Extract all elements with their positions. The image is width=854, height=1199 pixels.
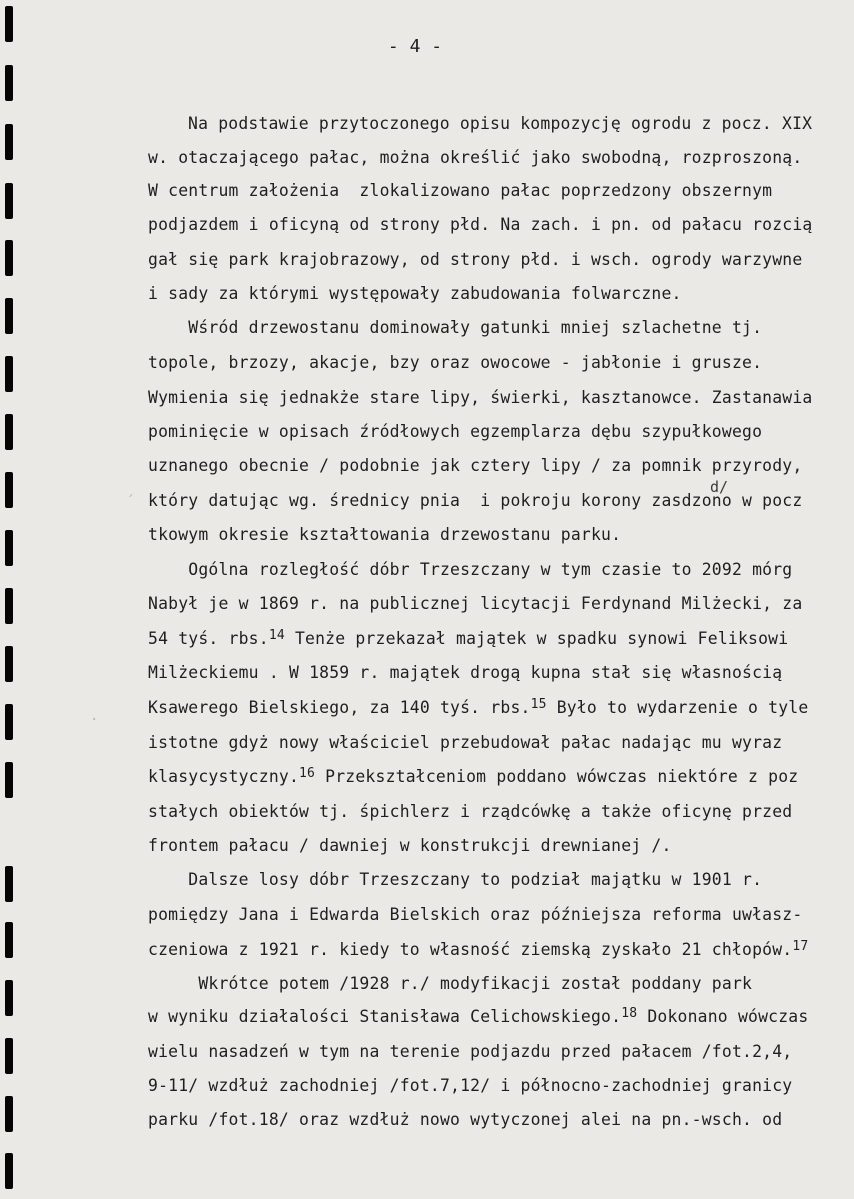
punch-hole [5, 866, 13, 902]
text-segment: klasycystyczny. [148, 767, 300, 786]
text-line: pominięcie w opisach źródłowych egzemplarza dębu szypułkowego [148, 422, 763, 441]
punch-hole [5, 704, 13, 740]
punch-hole [5, 65, 13, 101]
text-line: W centrum założenia zlokalizowano pałac poprzedzony obszernym [148, 181, 773, 200]
pencil-mark: · [90, 712, 99, 728]
binding-holes [0, 0, 28, 1199]
text-line: istotne gdyż nowy właściciel przebudował pałac nadając mu wyraz [148, 733, 783, 752]
text-segment: 54 tyś. rbs. [148, 629, 269, 648]
punch-hole [5, 762, 13, 798]
text-line: 9-11/ wzdłuż zachodniej /fot.7,12/ i północno-zachodniej granicy [148, 1076, 793, 1095]
punch-hole [5, 6, 13, 42]
text-line [148, 767, 798, 789]
punch-hole [5, 646, 13, 682]
punch-hole [5, 1153, 13, 1189]
text-line: Milżeckiemu . W 1859 r. majątek drogą kupna stał się własnością [148, 663, 783, 682]
text-line: gał się park krajobrazowy, od strony płd. i wsch. ogrody warzywne [148, 250, 803, 269]
punch-hole [5, 414, 13, 450]
text-segment: Tenże przekazał majątek w spadku synowi Feliksowi [284, 629, 789, 648]
text-line: Ogólna rozległość dóbr Trzeszczany w tym czasie to 2092 mórg [148, 560, 793, 579]
punch-hole [5, 1096, 13, 1132]
text-line: w. otaczającego pałac, można określić jako swobodną, rozproszoną. [148, 148, 803, 167]
text-segment: Ksawerego Bielskiego, za 140 tyś. rbs. [148, 698, 531, 717]
text-line: i sady za którymi występowały zabudowania folwarczne. [148, 284, 682, 303]
text-line: tkowym okresie kształtowania drzewostanu parku. [148, 525, 622, 544]
punch-hole [5, 530, 13, 566]
punch-hole [5, 124, 13, 160]
punch-hole [5, 298, 13, 334]
punch-hole [5, 588, 13, 624]
text-line: parku /fot.18/ oraz wzdłuż nowo wytyczonej alei na pn.-wsch. od [148, 1110, 783, 1129]
footnote-ref: 18 [621, 1006, 638, 1021]
text-line: podjazdem i oficyną od strony płd. Na zach. i pn. od pałacu rozcią [148, 215, 813, 234]
handwritten-correction: d/ [710, 478, 729, 496]
punch-hole [5, 980, 13, 1016]
footnote-ref: 17 [792, 939, 809, 954]
text-line: uznanego obecnie / podobnie jak cztery lipy / za pomnik przyrody, [148, 456, 803, 475]
text-line: wielu nasadzeń w tym na terenie podjazdu przed pałacem /fot.2,4, [148, 1042, 793, 1061]
text-line: Na podstawie przytoczonego opisu kompozycję ogrodu z pocz. XIX [188, 114, 813, 133]
text-line: który datując wg. średnicy pnia i pokroju korony zasdzono w pocz [148, 491, 803, 510]
text-line: Wymienia się jednakże stare lipy, świerki, kasztanowce. Zastanawia [148, 388, 813, 407]
text-segment: Dokonano wówczas [637, 1007, 809, 1026]
text-line: Wśród drzewostanu dominowały gatunki mniej szlachetne tj. [148, 318, 763, 337]
punch-hole [5, 1038, 13, 1074]
page-number: - 4 - [387, 36, 443, 57]
text-line: topole, brzozy, akacje, bzy oraz owocowe - jabłonie i grusze. [148, 353, 763, 372]
text-line: frontem pałacu / dawniej w konstrukcji drewnianej /. [148, 836, 672, 855]
footnote-ref: 15 [530, 697, 547, 712]
text-segment: w wyniku działalości Stanisława Celichowskiego. [148, 1007, 622, 1026]
text-line [148, 629, 788, 651]
text-segment: czeniowa z 1921 r. kiedy to własność ziemską zyskało 21 chłopów. [148, 940, 793, 959]
punch-hole [5, 183, 13, 219]
text-line: Nabył je w 1869 r. na publicznej licytacji Ferdynand Milżecki, za [148, 594, 803, 613]
text-line: pomiędzy Jana i Edwarda Bielskich oraz późniejsza reforma uwłasz- [148, 905, 803, 924]
text-line: stałych obiektów tj. śpichlerz i rządcówkę a także oficynę przed [148, 802, 793, 821]
footnote-ref: 14 [268, 628, 285, 643]
pencil-mark: ´ [126, 494, 135, 510]
footnote-ref: 16 [299, 766, 316, 781]
punch-hole [5, 472, 13, 508]
punch-hole [5, 922, 13, 958]
punch-hole [5, 240, 13, 276]
text-line [148, 698, 808, 720]
text-line: Wkrótce potem /1928 r./ modyfikacji został poddany park [148, 974, 753, 993]
text-line [148, 940, 808, 962]
text-line: Dalsze losy dóbr Trzeszczany to podział majątku w 1901 r. [148, 870, 763, 889]
text-line [148, 1007, 808, 1029]
punch-hole [5, 356, 13, 392]
text-segment: Przekształceniom poddano wówczas niektóre z poz [315, 767, 799, 786]
text-segment: Było to wydarzenie o tyle [546, 698, 809, 717]
